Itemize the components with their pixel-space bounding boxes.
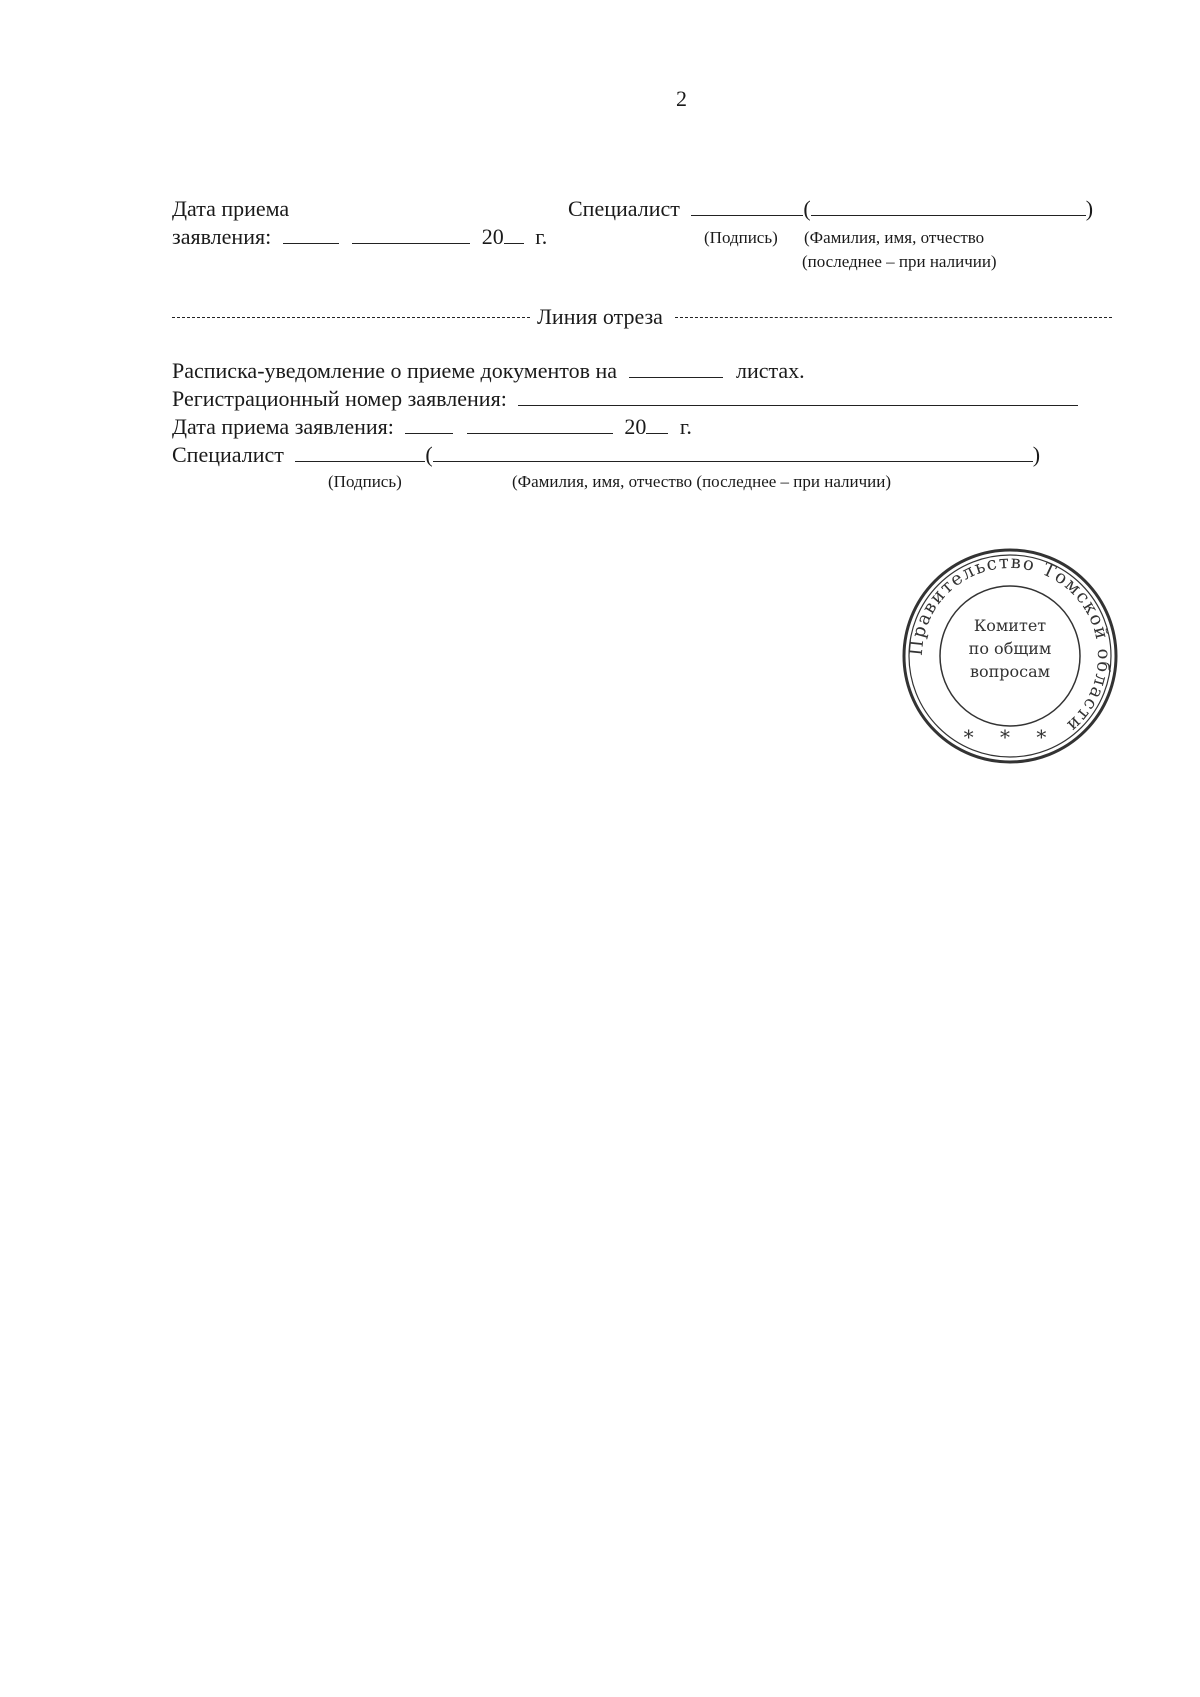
date-label-line1: Дата приема	[172, 196, 290, 221]
receipt-fio-blank[interactable]	[433, 443, 1033, 462]
specialist-signature-blank[interactable]	[691, 197, 803, 216]
year-suffix: г.	[535, 224, 548, 249]
receipt-month-blank[interactable]	[467, 415, 613, 434]
cut-line-dashes-right	[675, 317, 1112, 318]
receipt-paren-close: )	[1032, 442, 1041, 467]
cut-line-dashes-left	[172, 317, 530, 318]
year-blank[interactable]	[504, 225, 524, 244]
stamp-ring-text: Правительство Томской области	[905, 551, 1115, 737]
receipt-paren-open: (	[425, 442, 433, 467]
stamp-center-line1: Комитет	[973, 616, 1047, 635]
month-blank[interactable]	[352, 225, 470, 244]
specialist-row	[568, 196, 1093, 222]
signature-caption: (Подпись)	[704, 228, 778, 247]
day-blank[interactable]	[283, 225, 339, 244]
specialist-label: Специалист	[568, 196, 680, 221]
receipt-line1-prefix: Расписка-уведомление о приеме документов на	[172, 358, 617, 383]
paren-open: (	[803, 196, 811, 221]
date-field-row	[172, 224, 547, 250]
reg-number-label: Регистрационный номер заявления:	[172, 386, 507, 411]
year-prefix: 20	[481, 224, 504, 249]
stamp-center-line2: по общим	[968, 639, 1052, 658]
receipt-day-blank[interactable]	[405, 415, 453, 434]
reg-number-row	[172, 386, 1078, 412]
fio-caption-line2: (последнее – при наличии)	[802, 252, 997, 271]
receipt-year-prefix: 20	[624, 414, 647, 439]
specialist-fio-blank[interactable]	[811, 197, 1086, 216]
receipt-signature-blank[interactable]	[295, 443, 425, 462]
fio-caption-line1: (Фамилия, имя, отчество	[804, 228, 985, 247]
stamp-seal	[898, 544, 1122, 768]
receipt-line1-suffix: листах.	[736, 358, 805, 383]
receipt-line1	[172, 358, 805, 384]
reg-number-blank[interactable]	[518, 387, 1078, 406]
receipt-fio-caption: (Фамилия, имя, отчество (последнее – при наличии)	[512, 472, 892, 491]
date-label-line2: заявления:	[172, 224, 272, 249]
receipt-specialist-row	[172, 442, 1040, 468]
sheets-count-blank[interactable]	[629, 359, 723, 378]
paren-close: )	[1085, 196, 1094, 221]
page-number: 2	[676, 86, 687, 111]
receipt-year-suffix: г.	[679, 414, 692, 439]
receipt-date-label: Дата приема заявления:	[172, 414, 394, 439]
receipt-year-blank[interactable]	[646, 415, 668, 434]
cut-line-label: Линия отреза	[537, 304, 663, 329]
receipt-signature-caption: (Подпись)	[328, 472, 402, 491]
stamp-center-line3: вопросам	[969, 662, 1051, 681]
cut-line	[172, 304, 1112, 330]
receipt-specialist-label: Специалист	[172, 442, 284, 467]
stamp-stars: * * *	[963, 725, 1057, 749]
receipt-date-row	[172, 414, 692, 440]
